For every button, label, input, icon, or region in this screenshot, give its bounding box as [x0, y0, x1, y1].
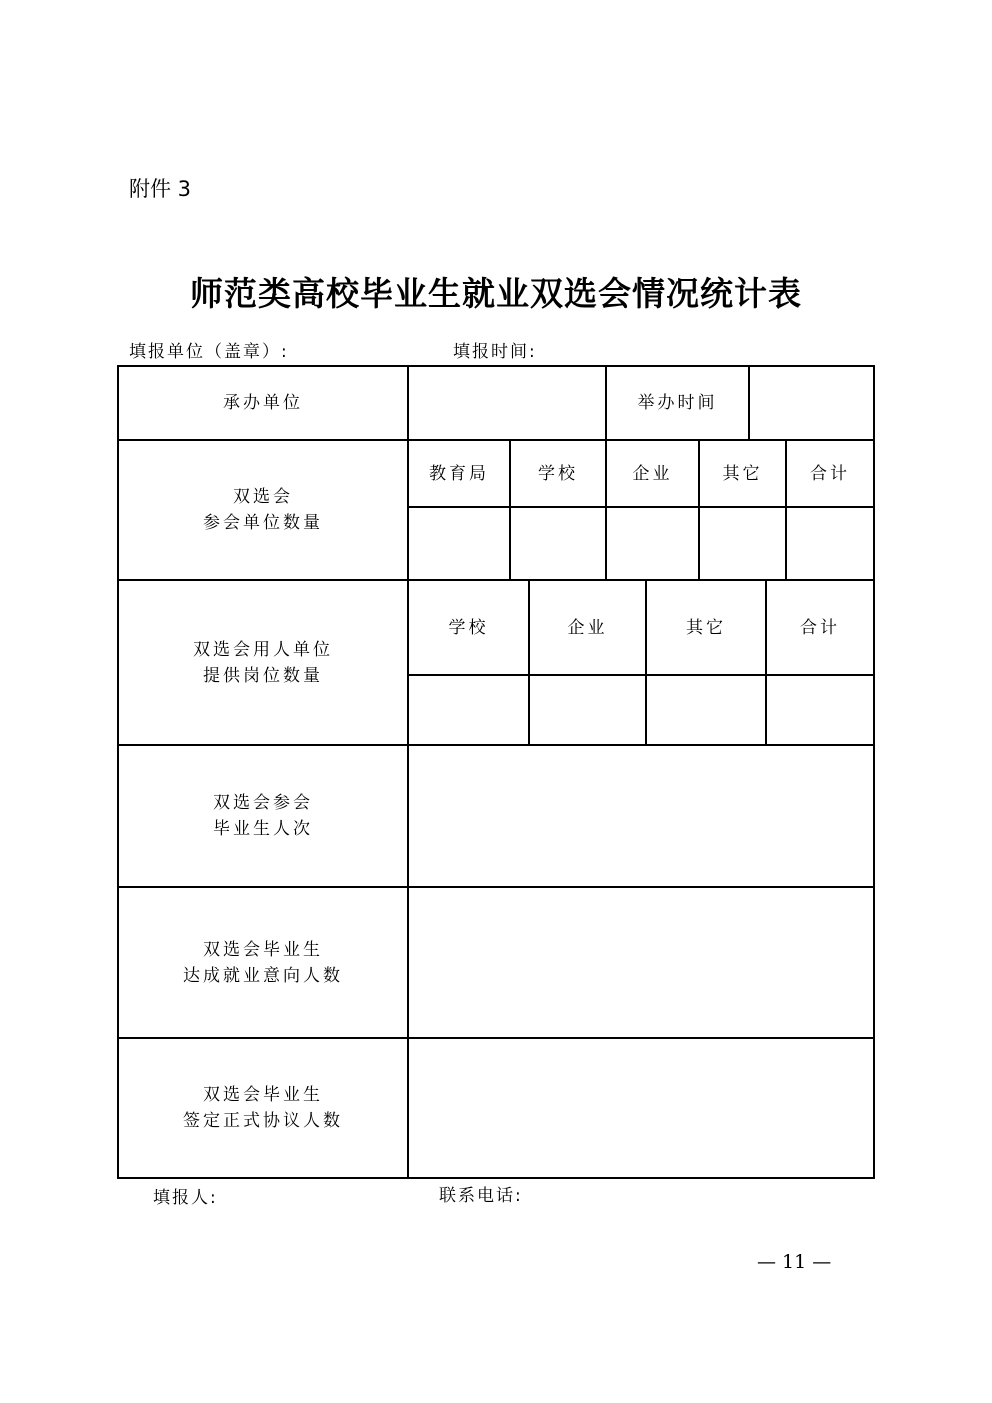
positions-offered-label	[119, 581, 407, 744]
table-border-right	[873, 365, 875, 1179]
label-line: 双选会毕业生	[203, 1085, 323, 1105]
fill-time-label: 填报时间:	[453, 342, 537, 362]
filler-label: 填报人:	[153, 1188, 218, 1208]
column-header: 合计	[810, 463, 850, 484]
column-header: 其它	[686, 617, 726, 638]
label-line: 双选会参会	[213, 793, 313, 813]
label-line: 双选会毕业生	[203, 939, 323, 960]
input-cell[interactable]	[700, 508, 785, 579]
page-number: — 11 —	[757, 1251, 832, 1273]
input-cell[interactable]	[647, 676, 765, 744]
column-header: 企业	[567, 617, 608, 638]
fill-unit-label: 填报单位（盖章）:	[129, 342, 289, 362]
label-line: 达成就业意向人数	[183, 965, 343, 986]
graduates-attended-label	[119, 746, 407, 886]
column-header: 教育局	[429, 463, 489, 484]
employment-intent-value[interactable]	[409, 888, 873, 1037]
label-line: 参会单位数量	[203, 513, 323, 533]
column-header: 学校	[448, 617, 489, 638]
host-unit-value[interactable]	[409, 367, 605, 439]
host-time-value[interactable]	[750, 367, 873, 439]
input-cell[interactable]	[767, 676, 873, 744]
employment-intent-label	[119, 888, 407, 1037]
input-cell[interactable]	[607, 508, 698, 579]
host-unit-label: 承办单位	[223, 393, 303, 413]
label-line: 签定正式协议人数	[183, 1111, 343, 1131]
column-header: 学校	[538, 463, 578, 484]
formal-agreements-label	[119, 1039, 407, 1177]
attachment-label: 附件 3	[129, 177, 192, 201]
label-line: 提供岗位数量	[203, 665, 323, 686]
column-header: 企业	[632, 463, 673, 484]
input-cell[interactable]	[787, 508, 873, 579]
label-line: 双选会	[233, 487, 293, 507]
column-header: 其它	[722, 463, 763, 484]
input-cell[interactable]	[511, 508, 605, 579]
formal-agreements-value[interactable]	[409, 1039, 873, 1177]
label-line: 毕业生人次	[213, 819, 313, 839]
input-cell[interactable]	[409, 508, 509, 579]
label-line: 双选会用人单位	[193, 639, 333, 660]
table-border-bottom	[117, 1177, 875, 1179]
phone-label: 联系电话:	[439, 1186, 523, 1206]
input-cell[interactable]	[530, 676, 645, 744]
host-time-label: 举办时间	[637, 393, 718, 413]
column-header: 合计	[800, 617, 840, 638]
participating-units-label	[119, 441, 407, 579]
graduates-attended-value[interactable]	[409, 746, 873, 886]
input-cell[interactable]	[409, 676, 528, 744]
page-title: 师范类高校毕业生就业双选会情况统计表	[190, 274, 802, 313]
